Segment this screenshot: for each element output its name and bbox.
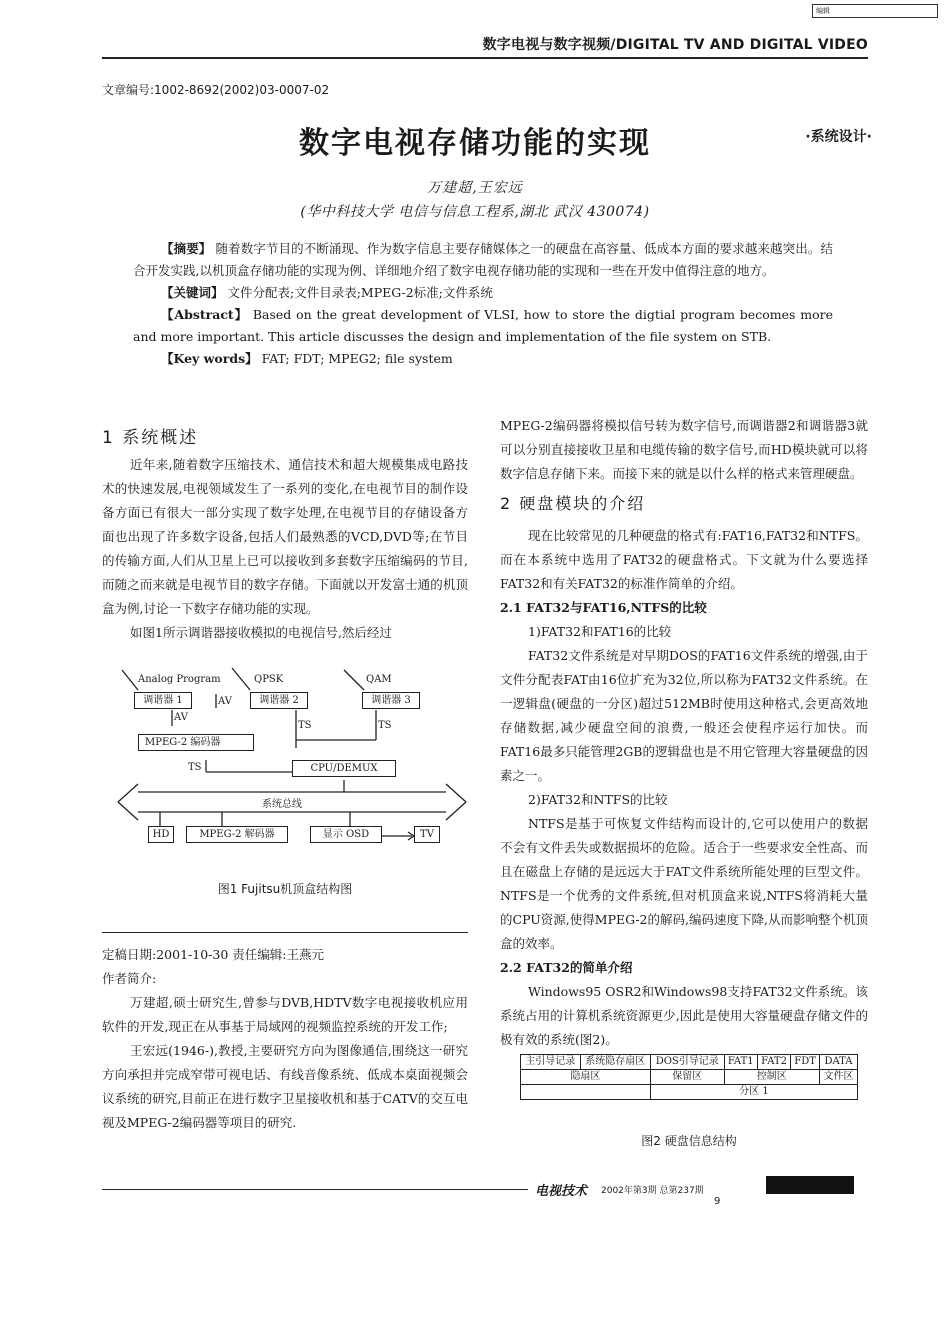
osd-box: 显示 OSD (310, 826, 382, 843)
left-column (102, 453, 468, 645)
section1-heading: 1 系统概述 (102, 428, 199, 448)
figure2-table (520, 1054, 858, 1100)
subsection-2-1: 2.1 FAT32与FAT16,NTFS的比较 (500, 600, 707, 615)
date-line: 定稿日期:2001-10-30 责任编辑:王燕元 (102, 947, 324, 962)
section1-paragraph2: 如图1所示调谐器接收模拟的电视信号,然后经过 (130, 625, 392, 640)
table-cell (521, 1085, 651, 1100)
table-cell: FAT1 (724, 1055, 757, 1070)
keywords-en (133, 348, 833, 370)
footer-black-bar (766, 1176, 854, 1194)
corner-box-text: 编辑 (816, 7, 830, 15)
footer-rule (102, 1189, 528, 1190)
tuner2-box: 调谐器 2 (250, 692, 308, 709)
authors: 万建超,王宏远 (427, 180, 523, 196)
abstract-en (133, 304, 833, 348)
tuner3-box: 调谐器 3 (362, 692, 420, 709)
hd-box: HD (148, 826, 174, 843)
ts-label-1: TS (298, 720, 312, 731)
table-cell: 文件区 (820, 1070, 858, 1085)
abstract-en-text: Based on the great development of VLSI, how to store the digtial program becomes more and more important. This article discusses the design and implementation of the file system on STB. (133, 307, 833, 344)
ts-label-3: TS (188, 762, 202, 773)
keywords-cn-text: 文件分配表;文件目录表;MPEG-2标准;文件系统 (227, 285, 493, 300)
tv-box: TV (414, 826, 440, 843)
corner-box (812, 4, 938, 18)
article-number: 文章编号:1002-8692(2002)03-0007-02 (102, 83, 330, 97)
journal-name: 电视技术 (535, 1184, 588, 1199)
affiliation: (华中科技大学 电信与信息工程系,湖北 武汉 430074) (300, 204, 650, 220)
table-cell: 主引导记录 (521, 1055, 581, 1070)
keywords-cn-label: 【关键词】 (161, 285, 224, 300)
keywords-en-text: FAT; FDT; MPEG2; file system (261, 351, 453, 366)
ts-label-2: TS (378, 720, 392, 731)
abstract-cn-label: 【摘要】 (161, 241, 212, 256)
right-column (500, 414, 868, 1052)
page-number: 9 (714, 1196, 721, 1207)
header-rule (102, 57, 868, 59)
table-cell: 隐扇区 (521, 1070, 651, 1085)
table-row (521, 1055, 858, 1070)
table-cell: DATA (820, 1055, 858, 1070)
notes-rule (102, 932, 468, 933)
system-bus-label: 系统总线 (262, 799, 302, 810)
figure1-caption: 图1 Fujitsu机顶盒结构图 (217, 882, 353, 896)
table-row (521, 1085, 858, 1100)
abstract-block (133, 238, 833, 370)
table-cell: 保留区 (650, 1070, 724, 1085)
figure2-caption: 图2 硬盘信息结构 (641, 1134, 737, 1148)
paragraph-2-1-2: NTFS是基于可恢复文件结构而设计的,它可以使用户的数据不会有文件丢失或数据损坏的危险。适合于一些要求安全性高、而且在磁盘上存储的是远远大于FAT文件系统所能处理的巨型文件。NTFS是一个优秀的文件系统,但对机顶盒来说,NTFS将消耗大量的CPU资源,使得MPEG-2的解码,编码速度下降,从而影响整个机顶盒的效率。 (500, 816, 868, 951)
av-label-1: AV (218, 696, 232, 707)
tuner1-box: 调谐器 1 (134, 692, 192, 709)
table-cell: 分区 1 (650, 1085, 857, 1100)
table-cell: FAT2 (757, 1055, 790, 1070)
paragraph-2-2: Windows95 OSR2和Windows98支持FAT32文件系统。该系统占用的计算机系统资源更少,因此是使用大容量硬盘存储文件的极有效的系统(图2)。 (500, 984, 868, 1047)
article-title: 数字电视存储功能的实现 (299, 126, 651, 161)
table-cell: DOS引导记录 (650, 1055, 724, 1070)
subsection-2-1-1: 1)FAT32和FAT16的比较 (528, 624, 672, 639)
cpu-demux-box: CPU/DEMUX (292, 760, 396, 777)
issue-info: 2002年第3期 总第237期 (601, 1186, 704, 1196)
abstract-en-label: 【Abstract】 (161, 307, 248, 322)
mpeg2-decoder-box: MPEG-2 解码器 (186, 826, 288, 843)
table-cell: 系统隐存扇区 (580, 1055, 650, 1070)
subsection-2-1-2: 2)FAT32和NTFS的比较 (528, 792, 668, 807)
continued-paragraph: MPEG-2编码器将模拟信号转为数字信号,而调谐器2和调谐器3就可以分别直接接收卫星和电缆传输的数字信号,而HD模块就可以将数字信息存储下来。而接下来的就是以什么样的格式来管理硬盘。 (500, 418, 868, 481)
keywords-en-label: 【Key words】 (161, 351, 258, 366)
table-row (521, 1070, 858, 1085)
abstract-cn-text: 随着数字节目的不断涌现、作为数字信息主要存储媒体之一的硬盘在高容量、低成本方面的要求越来越突出。结合开发实践,以机顶盒存储功能的实现为例、详细地介绍了数字电视存储功能的实现和一些在开发中值得注意的地方。 (133, 241, 833, 278)
section2-paragraph: 现在比较常见的几种硬盘的格式有:FAT16,FAT32和NTFS。而在本系统中选用了FAT32的硬盘格式。下文就为什么要选择FAT32和有关FAT32的标准作简单的介绍。 (500, 528, 868, 591)
subsection-2-2: 2.2 FAT32的简单介绍 (500, 960, 633, 975)
paragraph-2-1-1: FAT32文件系统是对早期DOS的FAT16文件系统的增强,由于文件分配表FAT由16位扩充为32位,所以称为FAT32文件系统。在一逻辑盘(硬盘的一分区)超过512MB时使用这种格式,会更高效地存储数据,减少硬盘空间的浪费,一般还会使程序运行加快。而FAT16最多只能管理2GB的逻辑盘也是不用它管理大容量硬盘的因素之一。 (500, 648, 868, 783)
table-cell: 控制区 (724, 1070, 819, 1085)
av-label-2: AV (174, 712, 188, 723)
keywords-cn (133, 282, 833, 304)
section1-paragraph1: 近年来,随着数字压缩技术、通信技术和超大规模集成电路技术的快速发展,电视领域发生了一系列的变化,在电视节目的制作设备方面已有很大一部分实现了数字处理,在电视节目的存储设备方面也出现了许多数字设备,包括人们最熟悉的VCD,DVD等;在节目的传输方面,人们从卫星上已可以接收到多套数字压缩编码的节目,而随之而来就是电视节目的数字存储。下面就以开发富士通的机顶盒为例,讨论一下数字存储功能的实现。 (102, 457, 468, 616)
mpeg2-encoder-box: MPEG-2 编码器 (138, 734, 254, 751)
bio-heading: 作者简介: (102, 971, 157, 986)
running-head: 数字电视与数字视频/DIGITAL TV AND DIGITAL VIDEO (482, 37, 868, 53)
bio-2: 王宏远(1946-),教授,主要研究方向为图像通信,围绕这一研究方向承担并完成窄带可视电话、有线音像系统、低成本桌面视频会议系统的研究,目前正在进行数字卫星接收机和基于CATV的交互电视及MPEG-2编码器等项目的研究. (102, 1043, 468, 1130)
notes-block (102, 943, 468, 1135)
analog-program-label: Analog Program (138, 674, 221, 685)
category-label: ·系统设计· (805, 129, 872, 145)
qpsk-label: QPSK (254, 674, 284, 685)
abstract-cn (133, 238, 833, 282)
qam-label: QAM (366, 674, 392, 685)
figure1-diagram (114, 664, 470, 874)
section2-heading: 2 硬盘模块的介绍 (500, 494, 646, 513)
table-cell: FDT (791, 1055, 820, 1070)
bio-1: 万建超,硕士研究生,曾参与DVB,HDTV数字电视接收机应用软件的开发,现正在从事基于局域网的视频监控系统的开发工作; (102, 995, 468, 1034)
